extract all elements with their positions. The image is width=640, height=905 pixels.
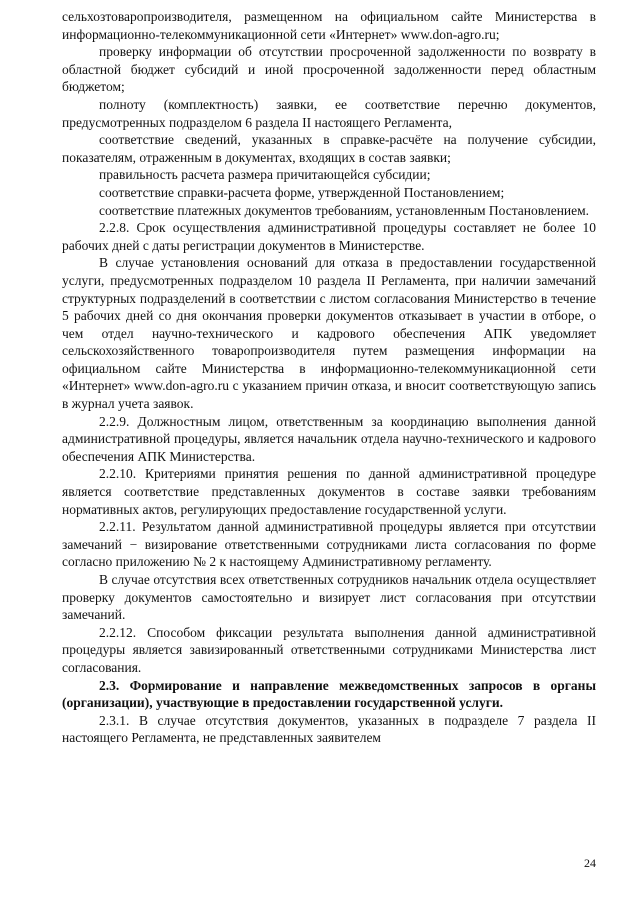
paragraph-13: В случае отсутствия всех ответственных сотрудников начальник отдела осуществляет проверку документов самостоятельно и визирует лист согласования при отсутствии замечаний. <box>62 572 596 623</box>
paragraph-12: 2.2.11. Результатом данной административной процедуры является при отсутствии замечаний − визирование ответственными сотрудниками листа согласования по форме согласно приложению № 2 к настоящему Административному регламенту. <box>62 519 596 570</box>
paragraph-11: 2.2.10. Критериями принятия решения по данной административной процедуре является соответствие представленных документов в составе заявки требованиям нормативных актов, регулирующих предоставление государственной услуги. <box>62 466 596 517</box>
paragraph-16: 2.3.1. В случае отсутствия документов, указанных в подразделе 7 раздела II настоящего Регламента, не представленных заявителем <box>62 712 596 746</box>
paragraph-5: правильность расчета размера причитающейся субсидии; <box>99 167 431 183</box>
paragraph-14: 2.2.12. Способом фиксации результата выполнения данной административной процедуры является завизированный ответственными сотрудниками Министерства лист согласования. <box>62 624 596 675</box>
document-body <box>62 8 596 747</box>
paragraph-10: 2.2.9. Должностным лицом, ответственным за координацию выполнения данной административной процедуры, является начальник отдела научно-технического и кадрового обеспечения АПК Министерства. <box>62 413 596 464</box>
paragraph-1: сельхозтоваропроизводителя, размещенном на официальном сайте Министерства в информационно-телекоммуникационной сети «Интернет» www.don-agro.ru; <box>62 9 596 42</box>
section-heading: 2.3. Формирование и направление межведомственных запросов в органы (организации), участвующие в предоставлении государственной услуги. <box>62 677 596 711</box>
paragraph-3: полноту (комплектность) заявки, ее соответствие перечню документов, предусмотренных подразделом 6 раздела II настоящего Регламента, <box>62 96 596 130</box>
paragraph-8: 2.2.8. Срок осуществления административной процедуры составляет не более 10 рабочих дней с даты регистрации документов в Министерстве. <box>62 220 596 253</box>
paragraph-6: соответствие справки-расчета форме, утвержденной Постановлением; <box>99 184 505 200</box>
page-number: 24 <box>584 856 596 870</box>
paragraph-4: соответствие сведений, указанных в справке-расчёте на получение субсидии, показателям, отраженным в документах, входящих в состав заявки; <box>62 132 596 165</box>
paragraph-7: соответствие платежных документов требованиям, установленным Постановлением. <box>99 202 590 218</box>
paragraph-2: проверку информации об отсутствии просроченной задолженности по возврату в областной бюджет субсидий и иной просроченной задолженности перед областным бюджетом; <box>62 44 596 95</box>
paragraph-9: В случае установления оснований для отказа в предоставлении государственной услуги, предусмотренных подразделом 10 раздела II Регламента, при наличии замечаний структурных подразделений в соответствии с листом согласования Министерство в течение 5 рабочих дней со дня окончания проверки документов отказывает в участии в отборе, о чем отдел научно-технического и кадрового обеспечения АПК уведомляет сельскохозяйственного товаропроизводителя путем размещения информации на официальном сайте Министерства в информационно-телекоммуникационной сети «Интернет» www.don-agro.ru с указанием причин отказа, и вносит соответствующую запись в журнал учета заявок. <box>62 255 596 412</box>
